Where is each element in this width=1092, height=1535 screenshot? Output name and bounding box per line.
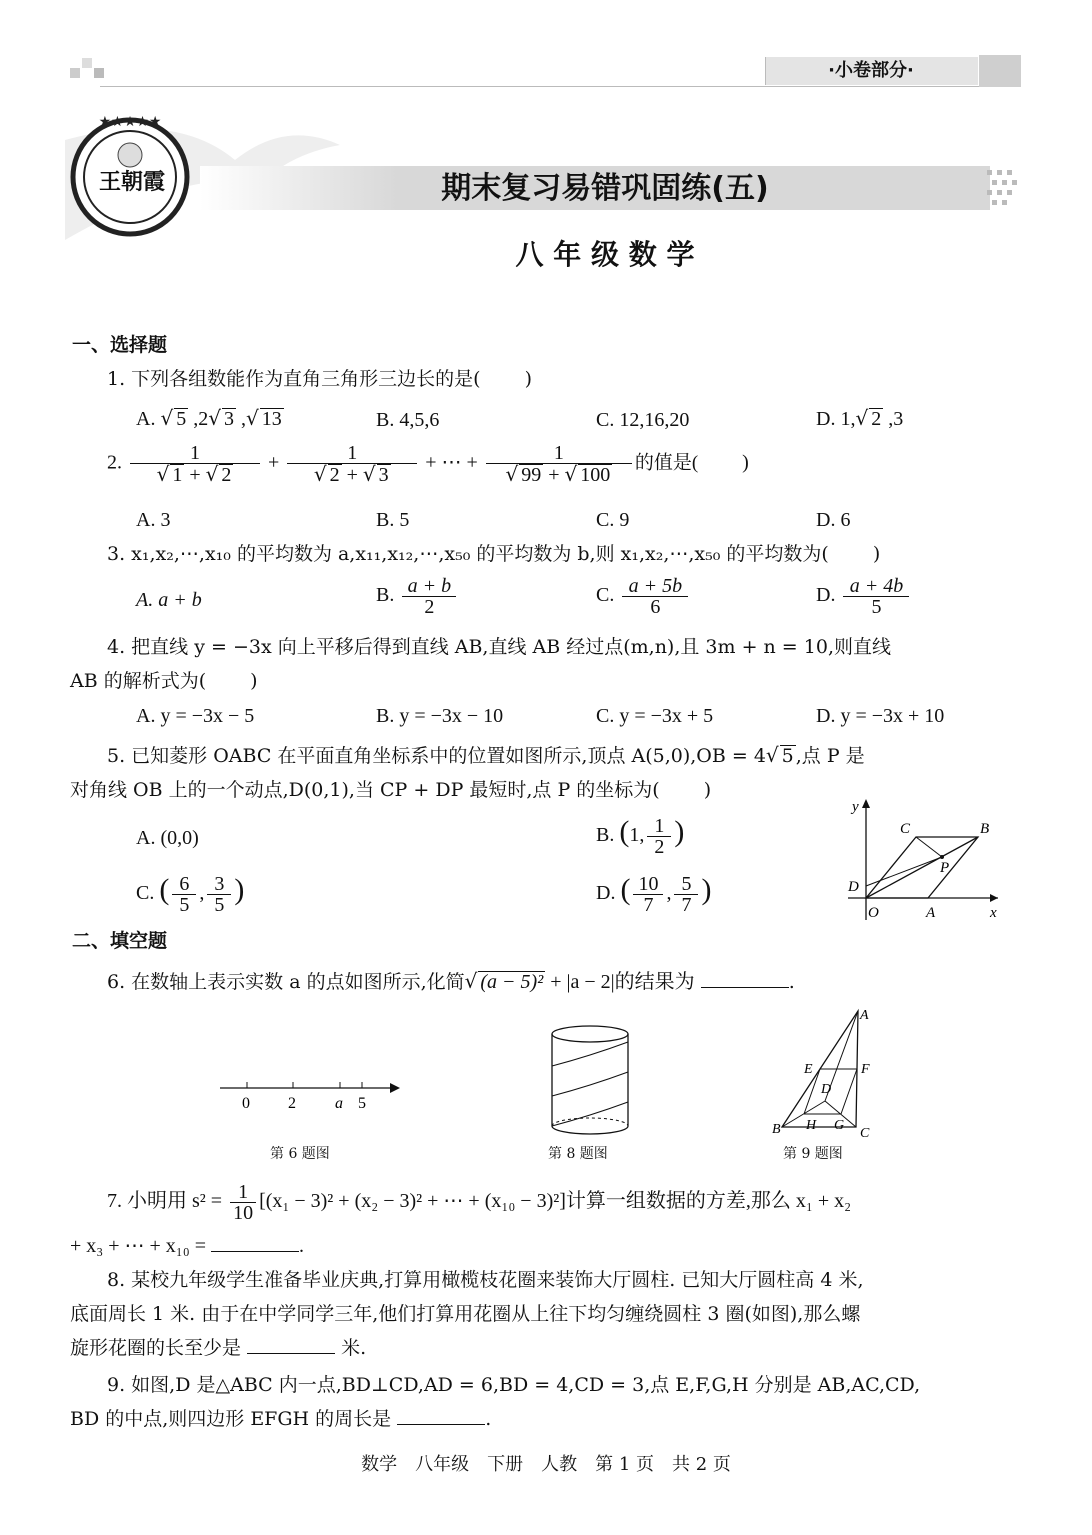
logo-text: 王朝霞 xyxy=(98,169,165,195)
q5-line1: 5. 已知菱形 OABC 在平面直角坐标系中的位置如图所示,顶点 A(5,0),OB = 4√ 5 ,点 P 是 xyxy=(107,743,865,767)
svg-text:A: A xyxy=(926,905,936,921)
tick-label: 5 xyxy=(358,1095,366,1112)
section-fill-heading: 二、填空题 xyxy=(72,930,168,952)
question-1: 1. 下列各组数能作为直角三角形三边长的是( ) xyxy=(107,368,533,390)
svg-text:D: D xyxy=(848,879,859,895)
q1-stem: 1. 下列各组数能作为直角三角形三边长的是( xyxy=(107,368,481,390)
q2-option-a: A. 3 xyxy=(136,509,171,531)
svg-text:E: E xyxy=(804,1062,813,1077)
q5-line2: 对角线 OB 上的一个动点,D(0,1),当 CP + DP 最短时,点 P 的坐标为( ) xyxy=(70,779,712,801)
q8-line1: 8. 某校九年级学生准备毕业庆典,打算用橄榄枝花圈来装饰大厅圆柱. 已知大厅圆柱高 4 米, xyxy=(107,1269,864,1291)
q7-line1: 7. 小明用 s² = $\frac{1}{10}$ [(x₁ − 3)² + (x₂ − 3)² + ⋯ + (x₁₀ − 3)²]计算一组数据的方差,那么 x₁ + x₂ xyxy=(107,1181,852,1224)
q4-option-c: C. y = −3x + 5 xyxy=(596,705,714,727)
svg-text:G: G xyxy=(834,1118,845,1133)
page-footer: 数学 八年级 下册 人教 第 1 页 共 2 页 xyxy=(361,1454,731,1475)
svg-text:C: C xyxy=(860,1126,870,1140)
q7-line2: + x₃ + ⋯ + x₁₀ = . xyxy=(70,1235,305,1257)
section-tag-label: ·小卷部分· xyxy=(828,60,914,81)
q5-option-d: D. ( $\frac{10}{7}$ , $\frac{5}{7}$ ) xyxy=(596,873,712,916)
tick-label: 2 xyxy=(288,1095,296,1112)
svg-text:B: B xyxy=(980,821,990,837)
banner-dots xyxy=(985,166,1025,210)
question-6: 6. 在数轴上表示实数 a 的点如图所示,化简√ (a − 5)² + |a − 2|的结果为 . xyxy=(107,969,795,993)
svg-text:B: B xyxy=(772,1122,781,1137)
q9-line1: 9. 如图,D 是△ABC 内一点,BD⊥CD,AD = 6,BD = 4,CD = 3,点 E,F,G,H 分别是 AB,AC,CD, xyxy=(107,1374,921,1396)
page-title: 期末复习易错巩固练(五) xyxy=(441,171,769,206)
q2-option-d: D. 6 xyxy=(816,509,851,531)
q4-option-a: A. y = −3x − 5 xyxy=(136,705,255,727)
svg-text:C: C xyxy=(900,821,911,837)
svg-text:y: y xyxy=(852,799,859,815)
svg-text:x: x xyxy=(990,905,997,921)
svg-text:P: P xyxy=(940,860,950,876)
svg-text:A: A xyxy=(860,1008,869,1023)
fig8-caption: 第 8 题图 xyxy=(548,1146,608,1162)
q4-option-d: D. y = −3x + 10 xyxy=(816,705,945,727)
fig6-caption: 第 6 题图 xyxy=(270,1146,330,1162)
tick-label: 0 xyxy=(242,1095,250,1112)
q3-option-c: C. $\frac{a + 5b}{6}$ xyxy=(596,576,691,617)
q4-option-b: B. y = −3x − 10 xyxy=(376,705,504,727)
q2-option-c: C. 9 xyxy=(596,509,630,531)
q3-option-b: B. $\frac{a + b}{2}$ xyxy=(376,576,459,617)
q8-line2: 底面周长 1 米. 由于在中学同学三年,他们打算用花圈从上往下均匀缠绕圆柱 3 圈(如图),那么螺 xyxy=(70,1303,861,1325)
q5-option-a: A. (0,0) xyxy=(136,827,199,849)
q5-option-c: C. ( $\frac{6}{5}$ , $\frac{3}{5}$ ) xyxy=(136,873,245,916)
svg-text:D: D xyxy=(821,1082,832,1097)
q2-option-b: B. 5 xyxy=(376,509,410,531)
q8-line3: 旋形花圈的长至少是 米. xyxy=(70,1337,367,1359)
q1-option-b: B. 4,5,6 xyxy=(376,409,440,431)
section-tag-end xyxy=(979,55,1021,87)
q4-line2: AB 的解析式为( ) xyxy=(70,670,258,692)
question-2: 2. $\frac{1}{√ 1 + √ 2}$ + $\frac{1}{√ 2 + √ 3}$ + ⋯ + $\frac{1}{√ 99 + √ 100}$ 的值是( ) xyxy=(107,442,749,486)
q1-option-d: D. 1,√ 2 ,3 xyxy=(816,406,904,430)
fig8-cylinder xyxy=(540,1020,640,1140)
q4-line1: 4. 把直线 y = −3x 向上平移后得到直线 AB,直线 AB 经过点(m,n),且 3m + n = 10,则直线 xyxy=(107,636,891,658)
section-choice-heading: 一、选择题 xyxy=(72,334,168,356)
svg-text:H: H xyxy=(806,1118,817,1133)
svg-text:★★★★★: ★★★★★ xyxy=(98,115,162,130)
q1-option-a: A. √ 5 ,2√ 3 ,√ 13 xyxy=(136,406,282,430)
fig9-caption: 第 9 题图 xyxy=(783,1146,843,1162)
q5-option-b: B. (1, $\frac{1}{2}$ ) xyxy=(596,815,685,858)
fig9-triangle xyxy=(770,1005,880,1140)
q3-option-d: D. $\frac{a + 4b}{5}$ xyxy=(816,576,912,617)
svg-text:F: F xyxy=(861,1062,870,1077)
page-subtitle: 八 年 级 数 学 xyxy=(515,238,695,271)
q3-option-a: A. a + b xyxy=(136,589,202,611)
header-rule xyxy=(100,86,1020,87)
tick-label: a xyxy=(335,1095,343,1112)
q5-figure-rhombus xyxy=(838,795,1013,925)
q1-option-c: C. 12,16,20 xyxy=(596,409,690,431)
svg-text:O: O xyxy=(868,905,879,921)
question-3: 3. x₁,x₂,⋯,x₁₀ 的平均数为 a,x₁₁,x₁₂,⋯,x₅₀ 的平均数为 b,则 x₁,x₂,⋯,x₅₀ 的平均数为( ) xyxy=(107,543,881,565)
q9-line2: BD 的中点,则四边形 EFGH 的周长是 . xyxy=(70,1408,492,1430)
fig6-number-line xyxy=(210,1070,410,1115)
